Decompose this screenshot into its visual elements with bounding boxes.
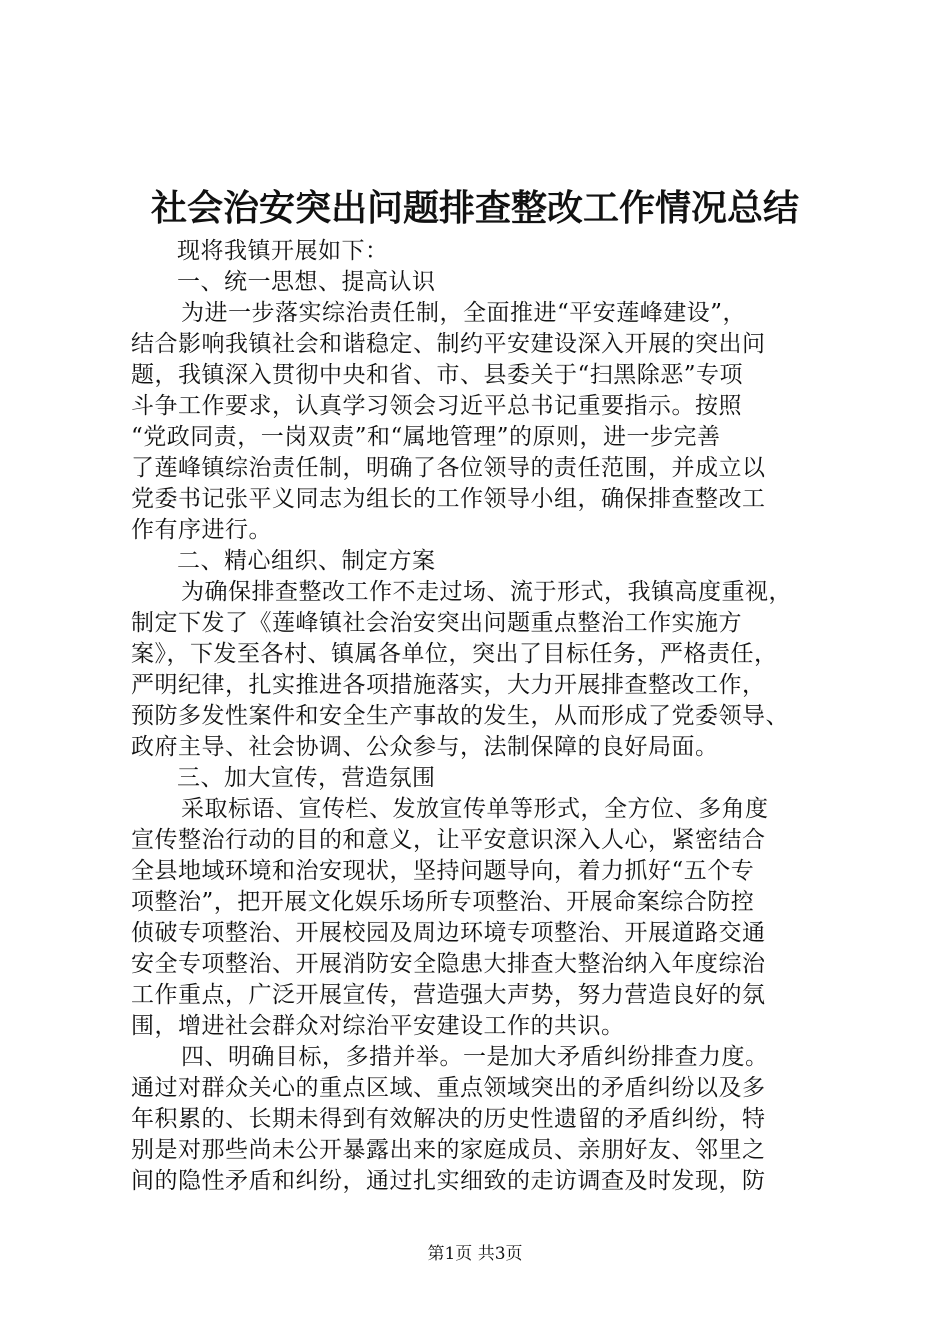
text-line: 现将我镇开展如下：	[177, 238, 389, 264]
text-line: 别是对那些尚未公开暴露出来的家庭成员、亲朋好友、邻里之	[131, 1137, 766, 1163]
text-line: 题，我镇深入贯彻中央和省、市、县委关于“扫黑除恶”专项	[131, 362, 744, 388]
text-line: 制定下发了《莲峰镇社会治安突出问题重点整治工作实施方	[131, 610, 742, 636]
page-number-footer: 第1页 共3页	[427, 1244, 523, 1264]
text-line: 采取标语、宣传栏、发放宣传单等形式，全方位、多角度	[181, 796, 769, 822]
text-line: 斗争工作要求，认真学习领会习近平总书记重要指示。按照	[131, 393, 742, 419]
document-body	[131, 236, 833, 1197]
text-line: 为确保排查整改工作不走过场、流于形式，我镇高度重视，	[181, 579, 792, 605]
text-line: 案》，下发至各村、镇属各单位，突出了目标任务，严格责任，	[131, 641, 778, 667]
text-line: “党政同责，一岗双责”和“属地管理”的原则，进一步完善	[131, 424, 721, 450]
text-line: 安全专项整治、开展消防安全隐患大排查大整治纳入年度综治	[131, 951, 766, 977]
section-heading: 四、明确目标，多措并举。一是加大矛盾纠纷排查力度。	[181, 1044, 769, 1070]
section-heading: 二、精心组织、制定方案	[177, 548, 436, 574]
text-line: 预防多发性案件和安全生产事故的发生，从而形成了党委领导、	[131, 703, 789, 729]
document-title: 社会治安突出问题排查整改工作情况总结	[150, 187, 799, 229]
section-heading: 三、加大宣传，营造氛围	[177, 765, 436, 791]
text-line: 项整治”，把开展文化娱乐场所专项整治、开展命案综合防控	[131, 889, 755, 915]
text-line: 党委书记张平义同志为组长的工作领导小组，确保排查整改工	[131, 486, 766, 512]
text-line: 严明纪律，扎实推进各项措施落实，大力开展排查整改工作，	[131, 672, 766, 698]
text-line: 全县地域环境和治安现状，坚持问题导向，着力抓好“五个专	[131, 858, 755, 884]
text-line: 侦破专项整治、开展校园及周边环境专项整治、开展道路交通	[131, 920, 766, 946]
text-line: 为进一步落实综治责任制，全面推进“平安莲峰建设”，	[181, 300, 747, 326]
text-line: 工作重点，广泛开展宣传，营造强大声势，努力营造良好的氛	[131, 982, 766, 1008]
text-line: 围，增进社会群众对综治平安建设工作的共识。	[131, 1013, 625, 1039]
text-line: 宣传整治行动的目的和意义，让平安意识深入人心，紧密结合	[131, 827, 766, 853]
section-heading: 一、统一思想、提高认识	[177, 269, 436, 295]
text-line: 年积累的、长期未得到有效解决的历史性遗留的矛盾纠纷，特	[131, 1106, 766, 1132]
text-line: 通过对群众关心的重点区域、重点领域突出的矛盾纠纷以及多	[131, 1075, 766, 1101]
text-line: 政府主导、社会协调、公众参与，法制保障的良好局面。	[131, 734, 719, 760]
text-line: 作有序进行。	[131, 517, 272, 543]
text-line: 结合影响我镇社会和谐稳定、制约平安建设深入开展的突出问	[131, 331, 766, 357]
text-line: 了莲峰镇综治责任制，明确了各位领导的责任范围，并成立以	[131, 455, 766, 481]
text-line: 间的隐性矛盾和纠纷，通过扎实细致的走访调查及时发现，防	[131, 1168, 766, 1194]
